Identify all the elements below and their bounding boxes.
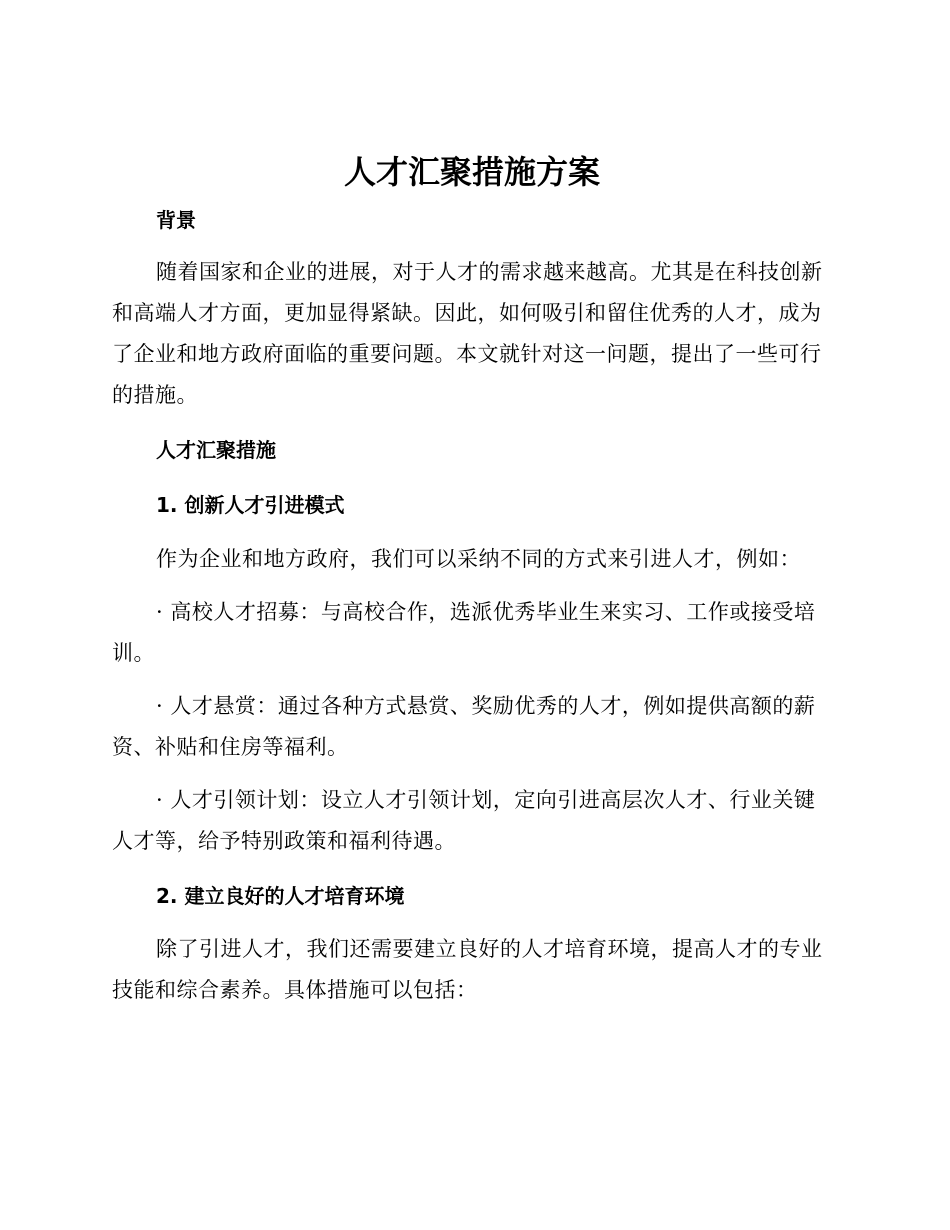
item1-intro-paragraph: 作为企业和地方政府，我们可以采纳不同的方式来引进人才，例如：: [156, 547, 801, 571]
item1-bullet-2: · 人才悬赏：通过各种方式悬赏、奖励优秀的人才，例如提供高额的薪资、补贴和住房等福利。: [112, 694, 816, 759]
subheading-item1: 1. 创新人才引进模式: [156, 493, 345, 517]
section-heading-background: 背景: [156, 208, 196, 232]
section-heading-measures: 人才汇聚措施: [156, 438, 276, 462]
subheading-item2: 2. 建立良好的人才培育环境: [156, 884, 405, 908]
item1-bullet-1: · 高校人才招募：与高校合作，选派优秀毕业生来实习、工作或接受培训。: [112, 600, 816, 665]
document-page: [112, 150, 832, 1011]
document-title: 人才汇聚措施方案: [343, 153, 600, 191]
item1-bullet-3: · 人才引领计划：设立人才引领计划，定向引进高层次人才、行业关键人才等，给予特别政策和福利待遇。: [112, 788, 816, 853]
item2-intro-paragraph: 除了引进人才，我们还需要建立良好的人才培育环境，提高人才的专业技能和综合素养。具体措施可以包括：: [112, 937, 823, 1002]
background-paragraph: 随着国家和企业的进展，对于人才的需求越来越高。尤其是在科技创新和高端人才方面，更加显得紧缺。因此，如何吸引和留住优秀的人才，成为了企业和地方政府面临的重要问题。本文就针对这一问题，提出了一些可行的措施。: [112, 260, 823, 407]
